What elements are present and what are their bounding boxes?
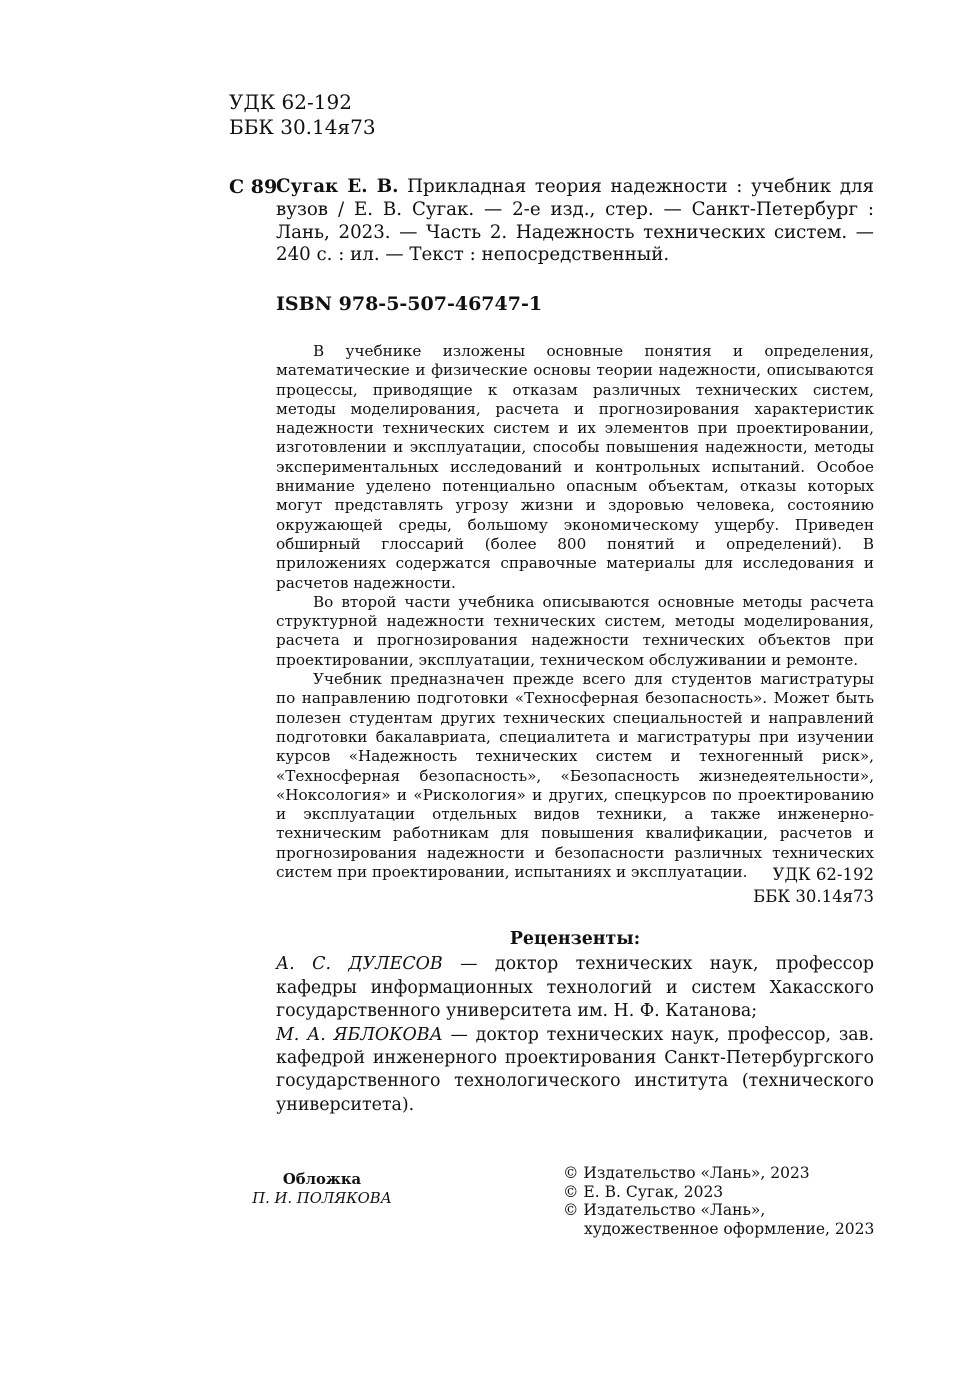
- udk-code-repeat: УДК 62-192: [772, 865, 874, 884]
- bbk-code-repeat: ББК 30.14я73: [753, 887, 874, 906]
- classification-header: [229, 90, 376, 140]
- copyright-line: © Издательство «Лань», 2023: [563, 1164, 810, 1182]
- reviewers-section: [276, 928, 874, 1117]
- isbn: ISBN 978-5-507-46747-1: [276, 293, 543, 315]
- annotation-paragraph: В учебнике изложены основные понятия и определения, математические и физические основы теории надежности, описываются процессы, приводящие к отказам различных технических систем, методы моделирования, расчета и прогнозирования характеристик надежности технических систем и их элементов при проектировании, изготовлении и эксплуатации, способы повышения надежности, методы экспериментальных исследований и контрольных испытаний. Особое внимание уделено потенциально опасным объектам, отказы которых могут представлять угрозу жизни и здоровью человека, состоянию окружающей среды, большому экономическому ущербу. Приведен обширный глоссарий (более 800 понятий и определений). В приложениях содержатся справочные материалы для исследования и расчетов надежности.: [276, 342, 874, 592]
- reviewer-name: А. С. ДУЛЕСОВ: [276, 954, 443, 975]
- cover-artist: П. И. ПОЛЯКОВА: [252, 1190, 392, 1207]
- classification-repeat: [620, 864, 874, 908]
- copyright-line: художественное оформление, 2023: [584, 1219, 875, 1238]
- copyright-block: [563, 1164, 874, 1238]
- reviewer-entry: [276, 1024, 874, 1118]
- description-text: Прикладная теория надежности : учебник для вузов / Е. В. Сугак. — 2-е изд., стер. — Санкт-Петербург : Лань, 2023. — Часть 2. Надежность технических систем. — 240 с. : ил. — Текст : непосредственный.: [276, 176, 874, 266]
- cutter-number: С 89: [229, 176, 278, 198]
- reviewer-entry: [276, 953, 874, 1023]
- reviewer-details: — доктор технических наук, профессор, зав. кафедрой инженерного проектирования Санкт-Петербургского государственного технологического института (технического университета).: [276, 1024, 874, 1115]
- annotation: [276, 342, 874, 882]
- cover-label: Обложка: [282, 1171, 362, 1188]
- copyright-line: © Е. В. Сугак, 2023: [563, 1182, 724, 1201]
- udk-code: УДК 62-192: [229, 90, 352, 114]
- bbk-code: ББК 30.14я73: [229, 115, 376, 139]
- cover-credit: [232, 1170, 412, 1208]
- author-name: Сугак Е. В.: [276, 176, 399, 197]
- bibliographic-description: [276, 176, 874, 267]
- reviewers-title: Рецензенты:: [509, 929, 641, 949]
- annotation-paragraph: Учебник предназначен прежде всего для студентов магистратуры по направлению подготовки «Техносферная безопасность». Может быть полезен студентам других технических специальностей и направлений подготовки бакалавриата, специалитета и магистратуры при изучении курсов «Надежность технических систем и техногенный риск», «Техносферная безопасность», «Безопасность жизнедеятельности», «Ноксология» и «Рискология» и других, спецкурсов по проектированию и эксплуатации отдельных видов техники, а также инженерно-техническим работникам для повышения квалификации, расчетов и прогнозирования надежности и безопасности различных технических систем при проектировании, испытаниях и эксплуатации.: [276, 670, 874, 882]
- reviewer-details: — доктор технических наук, профессор кафедры информационных технологий и систем Хакасского государственного университета им. Н. Ф. Катанова;: [276, 954, 874, 1022]
- reviewer-name: М. А. ЯБЛОКОВА: [276, 1024, 443, 1045]
- annotation-paragraph: Во второй части учебника описываются основные методы расчета структурной надежности технических систем, методы моделирования, расчета и прогнозирования надежности технических объектов при проектировании, эксплуатации, техническом обслуживании и ремонте.: [276, 592, 874, 669]
- copyright-line: © Издательство «Лань»,: [563, 1201, 766, 1219]
